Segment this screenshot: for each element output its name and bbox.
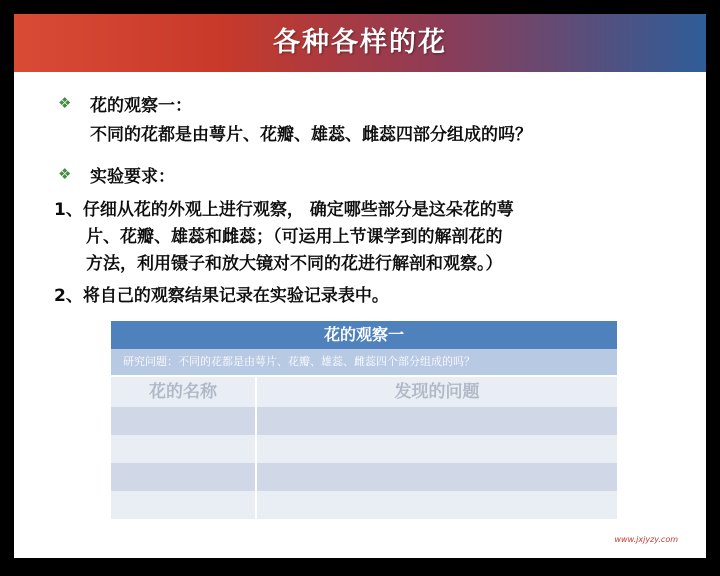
finding-cell [257, 407, 617, 435]
watermark: www.jxjyzy.com [614, 535, 678, 544]
table-row [111, 463, 617, 491]
table-research-question: 研究问题：不同的花都是由萼片、花瓣、雄蕊、雌蕊四个部分组成的吗？ [111, 349, 617, 375]
column-header-flower-name: 花的名称 [111, 377, 255, 407]
diamond-bullet-icon: ❖ [58, 94, 72, 112]
section2-heading: 实验要求： [90, 167, 175, 187]
flower-name-cell [111, 407, 255, 435]
section1-heading: 花的观察一： [90, 96, 192, 116]
finding-cell [257, 463, 617, 491]
table-row [111, 435, 617, 463]
section1-question: 不同的花都是由萼片、花瓣、雄蕊、雌蕊四部分组成的吗？ [90, 125, 532, 145]
observation-table [111, 321, 617, 535]
flower-name-cell [111, 491, 255, 519]
slide [14, 14, 706, 558]
flower-name-cell [111, 435, 255, 463]
column-header-findings: 发现的问题 [257, 377, 617, 407]
finding-cell [257, 435, 617, 463]
diamond-bullet-icon: ❖ [58, 165, 72, 183]
requirement-1-line-2: 片、花瓣、雄蕊和雌蕊；（可运用上节课学到的解剖花的 [86, 227, 503, 247]
flower-name-cell [111, 463, 255, 491]
table-title: 花的观察一 [111, 321, 617, 349]
slide-title: 各种各样的花 [273, 27, 447, 58]
requirement-1-line-1: 1、仔细从花的外观上进行观察， 确定哪些部分是这朵花的萼 [54, 200, 514, 220]
table-header-row [111, 377, 617, 407]
title-bar [14, 14, 706, 72]
table-row [111, 407, 617, 435]
requirement-1-line-3: 方法，利用镊子和放大镜对不同的花进行解剖和观察。） [86, 254, 503, 274]
finding-cell [257, 491, 617, 519]
requirement-2: 2、将自己的观察结果记录在实验记录表中。 [54, 286, 389, 306]
table-row [111, 491, 617, 519]
